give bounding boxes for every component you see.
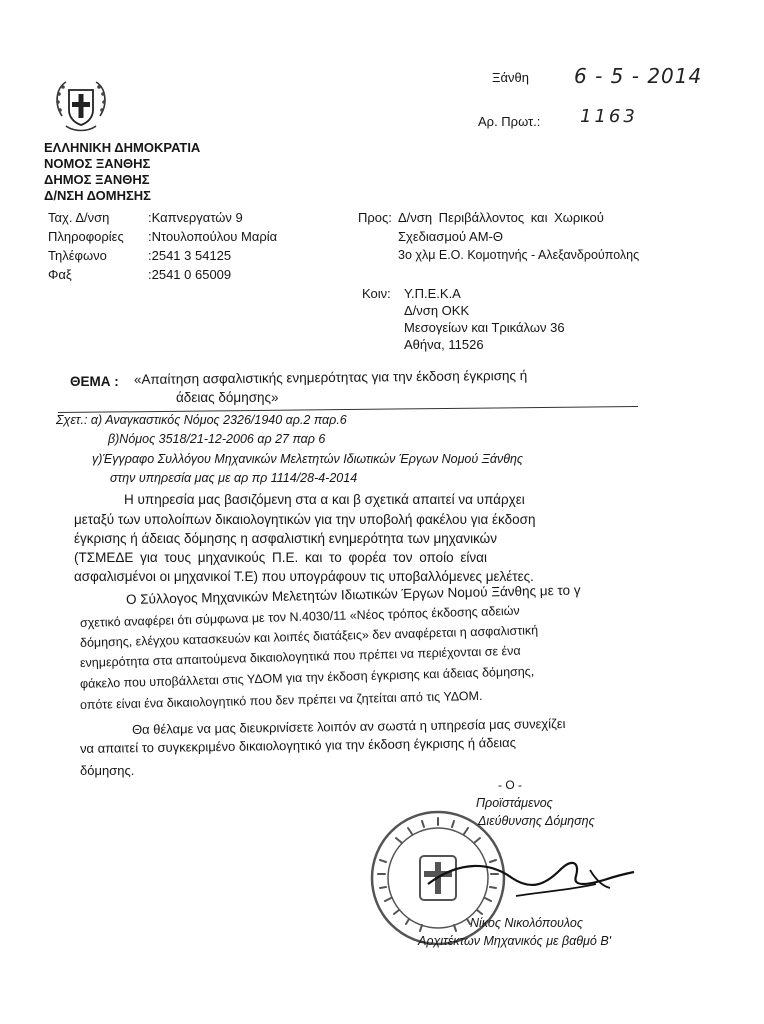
signatory-role: Αρχιτέκτων Μηχανικός με βαθμό Β'	[418, 934, 612, 948]
contact-label: Φαξ	[48, 267, 72, 282]
body-line: μεταξύ των υπολοίπων δικαιολογητικών για την υποβολή φακέλου για έκδοση	[74, 512, 536, 527]
contact-value: :2541 0 65009	[148, 267, 232, 282]
authority-line-4: Δ/ΝΣΗ ΔΟΜΗΣΗΣ	[44, 188, 151, 203]
body-line: (ΤΣΜΕΔΕ για τους μηχανικούς Π.Ε. και το φορέα τον οποίο είναι	[74, 550, 487, 565]
reference-line: γ)Έγγραφο Συλλόγου Μηχανικών Μελετητών Ιδιωτικών Έργων Νομού Ξάνθης	[92, 452, 523, 466]
cc-line-1: Υ.Π.Ε.Κ.Α	[404, 286, 461, 301]
recipient-line-2: Σχεδιασμού ΑΜ-Θ	[398, 229, 503, 244]
closing-title-2: Διεύθυνσης Δόμησης	[478, 814, 595, 828]
body-line: φάκελο που υποβάλλεται στις ΥΔΟΜ για την έκδοση έγκρισης και άδειας δόμησης,	[79, 664, 535, 691]
protocol-label: Αρ. Πρωτ.:	[478, 114, 541, 129]
contact-label: Τηλέφωνο	[48, 248, 107, 263]
body-line: ενημερότητα στα απαιτούμενα δικαιολογητικά που πρέπει να περιέχονται σε ένα	[79, 643, 521, 670]
cc-line-3: Μεσογείων και Τρικάλων 36	[404, 320, 565, 335]
body-line: έγκρισης ή άδειας δόμησης η ασφαλιστική ενημερότητα των μηχανικών	[74, 531, 497, 546]
contact-value: :Ντουλοπούλου Μαρία	[148, 229, 278, 244]
cc-line-2: Δ/νση ΟΚΚ	[404, 303, 470, 318]
reference-line: β)Νόμος 3518/21-12-2006 αρ 27 παρ 6	[108, 432, 326, 446]
recipient-line-1: Δ/νση Περιβάλλοντος και Χωρικού	[398, 210, 604, 225]
authority-line-2: ΝΟΜΟΣ ΞΑΝΘΗΣ	[44, 156, 151, 171]
reference-line: Σχετ.: α) Αναγκαστικός Νόμος 2326/1940 αρ.2 παρ.6	[56, 413, 347, 427]
contact-label: Ταχ. Δ/νση	[48, 210, 110, 225]
signatory-name: Νίκος Νικολόπουλος	[470, 916, 583, 930]
recipient-label: Προς:	[358, 210, 392, 225]
protocol-value: 1163	[580, 106, 638, 127]
date-value: 6 - 5 - 2014	[574, 64, 703, 88]
body-line: Θα θέλαμε να μας διευκρινίσετε λοιπόν αν σωστά η υπηρεσία μας συνεχίζει	[131, 715, 566, 737]
body-line: δόμησης.	[80, 763, 135, 778]
authority-line-1: ΕΛΛΗΝΙΚΗ ΔΗΜΟΚΡΑΤΙΑ	[44, 140, 201, 155]
reference-line: στην υπηρεσία μας με αρ πρ 1114/28-4-2014	[110, 471, 358, 485]
contact-value: :Καπνεργατών 9	[148, 210, 243, 225]
subject-label: ΘΕΜΑ :	[70, 374, 119, 389]
body-line: δόμησης, ελέγχου κατασκευών και λοιπές διατάξεις» δεν αναφέρεται η ασφαλιστική	[79, 623, 539, 650]
contact-label: Πληροφορίες	[48, 229, 124, 244]
date-label: Ξάνθη	[492, 70, 529, 85]
greek-coat-of-arms-icon	[52, 76, 110, 138]
body-line: να απαιτεί το συγκεκριμένο δικαιολογητικό για την έκδοση έγκρισης ή άδειας	[79, 734, 517, 756]
subject-line-1: «Απαίτηση ασφαλιστικής ενημερότητας για την έκδοση έγκρισης ή	[133, 367, 528, 387]
signature-icon	[420, 840, 640, 910]
body-line: οπότε είναι ένα δικαιολογητικό που δεν πρέπει να ζητείται από τις ΥΔΟΜ.	[79, 688, 483, 712]
subject-line-2: άδειας δόμησης»	[176, 390, 279, 405]
authority-line-3: ΔΗΜΟΣ ΞΑΝΘΗΣ	[44, 172, 150, 187]
body-line: Η υπηρεσία μας βασιζόμενη στα α και β σχετικά απαιτεί να υπάρχει	[124, 492, 525, 507]
cc-line-4: Αθήνα, 11526	[404, 337, 484, 352]
contact-value: :2541 3 54125	[148, 248, 232, 263]
recipient-line-3: 3ο χλμ Ε.Ο. Κομοτηνής - Αλεξανδρούπολης	[398, 248, 640, 262]
body-line: Ο Σύλλογος Μηχανικών Μελετητών Ιδιωτικών Έργων Νομού Ξάνθης με το γ	[125, 582, 581, 607]
closing-title-1: Προϊστάμενος	[476, 796, 553, 810]
cc-label: Κοιν:	[362, 286, 391, 301]
body-line: ασφαλισμένοι οι μηχανικοί Τ.Ε) που υπογράφουν τις υποβαλλόμενες μελέτες.	[74, 569, 534, 584]
body-line: σχετικό αναφέρει ότι σύμφωνα με τον Ν.4030/11 «Νέος τρόπος έκδοσης αδειών	[79, 603, 520, 630]
closing-separator: - Ο -	[498, 778, 522, 792]
subject-divider	[58, 406, 638, 413]
